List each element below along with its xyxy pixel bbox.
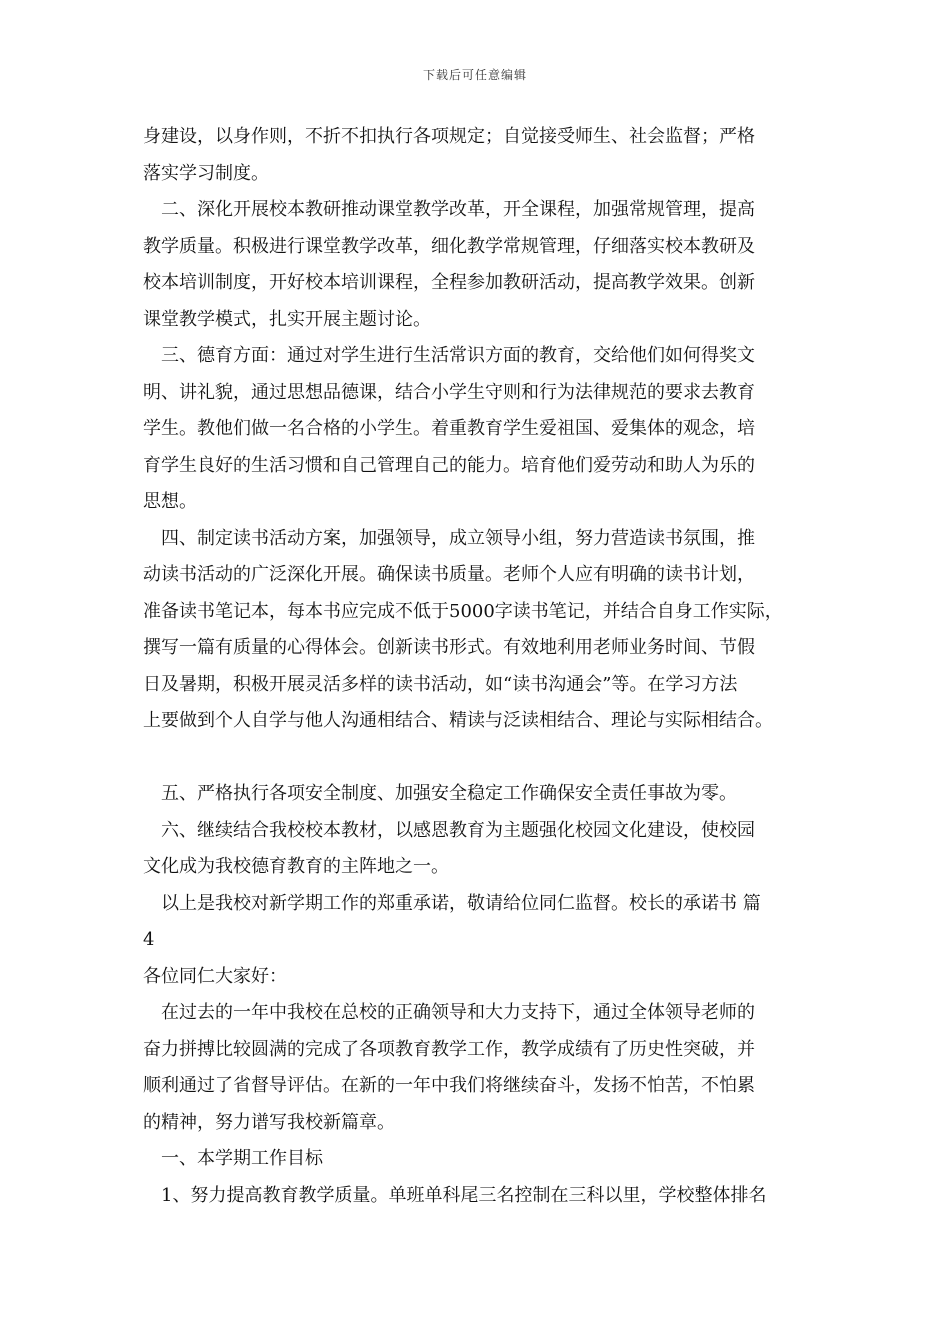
text-line: 落实学习制度。 <box>143 162 269 184</box>
text-line: 文化成为我校德育教育的主阵地之一。 <box>143 856 449 877</box>
text-line: 六、继续结合我校校本教材，以感恩教育为主题强化校园文化建设，使校园 <box>143 819 755 841</box>
text-line: 上要做到个人自学与他人沟通相结合、精读与泛读相结合、理论与实际相结合。 <box>143 710 773 731</box>
text-line: 日及暑期，积极开展灵活多样的读书活动，如“读书沟通会”等。在学习方法 <box>143 673 738 695</box>
text-line: 五、严格执行各项安全制度、加强安全稳定工作确保安全责任事故为零。 <box>143 783 737 804</box>
text-line: 准备读书笔记本，每本书应完成不低于5000字读书笔记，并结合自身工作实际， <box>143 600 783 622</box>
text-line: 4 <box>143 929 155 950</box>
text-line: 校本培训制度，开好校本培训课程，全程参加教研活动，提高教学效果。创新 <box>143 272 755 293</box>
text-line: 顺利通过了省督导评估。在新的一年中我们将继续奋斗，发扬不怕苦，不怕累 <box>143 1075 755 1096</box>
text-line: 动读书活动的广泛深化开展。确保读书质量。老师个人应有明确的读书计划， <box>143 564 755 585</box>
text-line: 各位同仁大家好： <box>143 965 287 987</box>
document-body <box>143 119 823 1214</box>
text-line: 的精神，努力谱写我校新篇章。 <box>143 1111 395 1133</box>
text-line: 以上是我校对新学期工作的郑重承诺，敬请给位同仁监督。校长的承诺书 篇 <box>143 892 761 914</box>
text-line: 三、德育方面：通过对学生进行生活常识方面的教育，交给他们如何得奖文 <box>143 345 755 366</box>
text-line: 在过去的一年中我校在总校的正确领导和大力支持下，通过全体领导老师的 <box>143 1002 755 1023</box>
text-line: 撰写一篇有质量的心得体会。创新读书形式。有效地利用老师业务时间、节假 <box>143 637 755 658</box>
page-header: 下载后可任意编辑 <box>422 68 527 82</box>
text-line: 1、努力提高教育教学质量。单班单科尾三名控制在三科以里，学校整体排名 <box>143 1184 767 1206</box>
text-line: 二、深化开展校本教研推动课堂教学改革，开全课程，加强常规管理，提高 <box>143 199 755 220</box>
text-line: 育学生良好的生活习惯和自己管理自己的能力。培育他们爱劳动和助人为乐的 <box>143 454 755 476</box>
text-line: 思想。 <box>143 491 197 512</box>
text-line: 奋力拼搏比较圆满的完成了各项教育教学工作，教学成绩有了历史性突破，并 <box>143 1038 755 1060</box>
text-line: 一、本学期工作目标 <box>143 1148 323 1169</box>
text-line: 课堂教学模式，扎实开展主题讨论。 <box>143 308 431 330</box>
text-line: 身建设，以身作则，不折不扣执行各项规定；自觉接受师生、社会监督；严格 <box>143 126 755 147</box>
text-line: 明、讲礼貌，通过思想品德课，结合小学生守则和行为法律规范的要求去教育 <box>143 381 755 403</box>
text-line: 学生。教他们做一名合格的小学生。着重教育学生爱祖国、爱集体的观念，培 <box>143 418 755 439</box>
text-line: 四、制定读书活动方案，加强领导，成立领导小组，努力营造读书氛围，推 <box>143 527 755 549</box>
blank-line <box>143 740 823 777</box>
text-line: 教学质量。积极进行课堂教学改革，细化教学常规管理，仔细落实校本教研及 <box>143 235 755 257</box>
